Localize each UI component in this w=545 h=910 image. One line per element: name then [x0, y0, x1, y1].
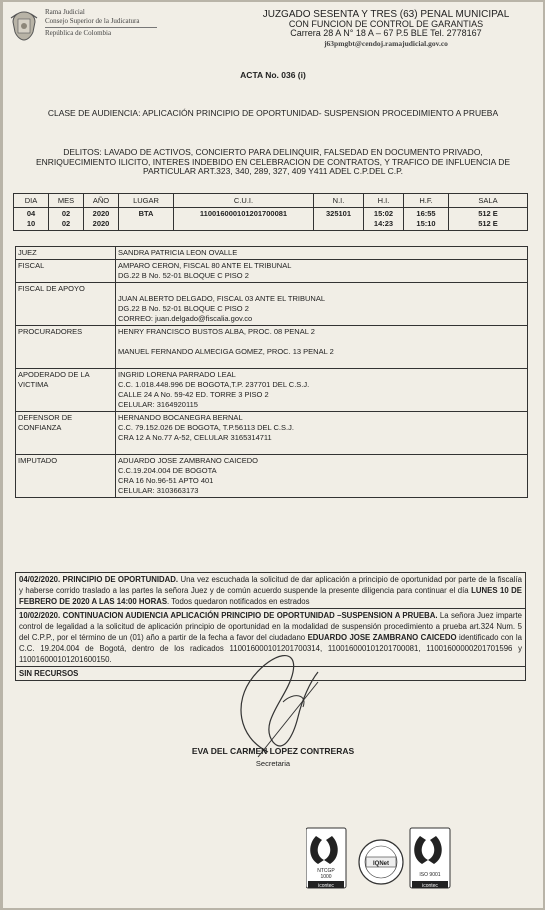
party-detail-line	[118, 357, 525, 367]
court-header	[241, 10, 531, 48]
institution-line-1: Rama Judicial	[45, 8, 85, 16]
coat-of-arms-icon	[9, 10, 39, 42]
party-role: DEFENSOR DE CONFIANZA	[16, 412, 116, 455]
party-details	[116, 260, 528, 283]
hearing-data-table	[13, 193, 528, 231]
court-name: JUZGADO SESENTA Y TRES (63) PENAL MUNICIPAL	[262, 9, 510, 20]
document-page	[3, 2, 543, 908]
table-header-cell: SALA	[449, 194, 528, 208]
cert-label: ISO 9001	[419, 872, 441, 878]
note-date: 04/02/2020.	[19, 575, 61, 584]
party-role: PROCURADORES	[16, 326, 116, 369]
party-detail-line	[118, 443, 525, 453]
table-header-cell: N.I.	[314, 194, 364, 208]
table-cell-start-time: 15:02 14:23	[364, 208, 404, 231]
party-detail-line: JUAN ALBERTO DELGADO, FISCAL 03 ANTE EL TRIBUNAL	[118, 294, 326, 303]
signatory-role: Secretaria	[255, 759, 291, 768]
party-detail-line: C.C. 1.018.448.996 DE BOGOTA,T.P. 237701 DEL C.S.J.	[118, 380, 310, 389]
party-detail-line: HERNANDO BOCANEGRA BERNAL	[118, 413, 243, 422]
party-detail-line	[118, 337, 525, 347]
institution-line-3: República de Colombia	[45, 29, 112, 37]
party-detail-line: C.C. 79.152.026 DE BOGOTA, T.P.56113 DEL C.S.J.	[118, 423, 294, 432]
note-title: 10/02/2020. CONTINUACION AUDIENCIA APLICACIÓN PRINCIPIO DE OPORTUNIDAD –SUSPENSION A PRUEBA.	[19, 611, 438, 620]
table-header-row	[14, 194, 528, 208]
party-details	[116, 247, 528, 260]
table-cell-cui: 110016000101201700081	[174, 208, 314, 231]
party-details	[116, 455, 528, 498]
iso-certificate-icon	[410, 828, 450, 889]
ntcgp-certificate-icon	[306, 828, 346, 889]
court-address: Carrera 28 A N° 18 A – 67 P.5 BLE Tel. 2778167	[290, 28, 482, 38]
note-first-session	[16, 573, 525, 609]
table-cell-ni: 325101	[314, 208, 364, 231]
institution-line-2: Consejo Superior de la Judicatura	[45, 17, 140, 25]
table-cell-year: 2020 2020	[84, 208, 119, 231]
table-header-cell: DIA	[14, 194, 49, 208]
note-text: La señora Juez imparte control de legalidad a la solicitud de aplicación principio de oportunidad en la modalidad de suspensión procedimiento a prueba art.324 Num. 5 del C.P.P., por el término de un (01) año a partir de la fecha a favor del ciudadano	[19, 611, 522, 642]
table-cell-month: 02 02	[49, 208, 84, 231]
party-details	[116, 283, 528, 326]
party-detail-line: CELULAR: 3164920115	[118, 400, 198, 409]
signature-block	[3, 746, 543, 768]
note-next-date: LUNES 10 DE FEBRERO DE 2020 A LAS 14:00 HORAS	[19, 586, 523, 606]
note-title: PRINCIPIO DE OPORTUNIDAD.	[62, 575, 179, 584]
table-header-cell: AÑO	[84, 194, 119, 208]
party-row	[16, 283, 528, 326]
party-role: JUEZ	[16, 247, 116, 260]
certification-logos	[306, 824, 456, 904]
crimes-list: DELITOS: LAVADO DE ACTIVOS, CONCIERTO PARA DELINQUIR, FALSEDAD EN DOCUMENTO PRIVADO, ENRIQUECIMIENTO ILICITO, INTERES INDEBIDO EN CELEBRACION DE CONTRATOS, Y TRAFICO DE INFLUENCIA DE PARTICULAR ART.323, 340, 289, 327, 409 Y411 ADEL C.P.DEL C.P.	[35, 147, 511, 176]
party-details	[116, 412, 528, 455]
cert-label: IQNet	[372, 861, 390, 867]
party-detail-line: CRA 16 No.96-51 APTO 401	[118, 476, 214, 485]
party-row	[16, 369, 528, 412]
iqnet-seal-icon	[359, 840, 403, 884]
table-cell-room: 512 E 512 E	[449, 208, 528, 231]
table-header-cell: H.I.	[364, 194, 404, 208]
party-row	[16, 260, 528, 283]
party-details	[116, 369, 528, 412]
party-detail-line: MANUEL FERNANDO ALMECIGA GOMEZ, PROC. 13 PENAL 2	[118, 347, 334, 356]
note-beneficiary: EDUARDO JOSE ZAMBRANO CAICEDO	[307, 633, 457, 642]
party-row	[16, 412, 528, 455]
table-header-cell: MES	[49, 194, 84, 208]
party-detail-line: AMPARO CERON, FISCAL 80 ANTE EL TRIBUNAL	[118, 261, 292, 270]
party-detail-line: ADUARDO JOSE ZAMBRANO CAICEDO	[118, 456, 259, 465]
party-role: FISCAL DE APOYO	[16, 283, 116, 326]
table-header-cell: H.F.	[404, 194, 449, 208]
party-detail-line: DG.22 B No. 52-01 BLOQUE C PISO 2	[118, 304, 249, 313]
party-row	[16, 326, 528, 369]
signatory-name: EVA DEL CARMEN LOPEZ CONTRERAS	[191, 746, 355, 756]
cert-label: 1000	[320, 874, 332, 880]
party-row	[16, 455, 528, 498]
party-detail-line: DG.22 B No. 52-01 BLOQUE C PISO 2	[118, 271, 249, 280]
party-detail-line: HENRY FRANCISCO BUSTOS ALBA, PROC. 08 PENAL 2	[118, 327, 315, 336]
party-detail-line: SANDRA PATRICIA LEON OVALLE	[118, 248, 238, 257]
cert-label: icontec	[422, 883, 438, 889]
handwritten-signature	[198, 642, 368, 762]
parties-table	[15, 246, 528, 498]
court-email: j63pmgbt@cendoj.ramajudicial.gov.co	[324, 38, 448, 48]
party-detail-line: CRA 12 A No.77 A-52, CELULAR 3165314711	[118, 433, 272, 442]
party-row	[16, 247, 528, 260]
party-detail-line	[118, 284, 525, 294]
party-detail-line: CELULAR: 3103663173	[118, 486, 199, 495]
party-role: FISCAL	[16, 260, 116, 283]
party-role: APODERADO DE LA VICTIMA	[16, 369, 116, 412]
note-text-end: . Todos quedaron notificados en estrados	[167, 597, 310, 606]
party-detail-line: INGRID LORENA PARRADO LEAL	[118, 370, 236, 379]
party-role: IMPUTADO	[16, 455, 116, 498]
table-cell-day: 04 10	[14, 208, 49, 231]
note-text: SIN RECURSOS	[19, 669, 79, 678]
hearing-class: CLASE DE AUDIENCIA: APLICACIÓN PRINCIPIO DE OPORTUNIDAD- SUSPENSION PROCEDIMIENTO A PRUEBA	[47, 108, 499, 118]
institution-divider	[45, 27, 157, 28]
table-cell-place: BTA	[119, 208, 174, 231]
court-function: CON FUNCION DE CONTROL DE GARANTIAS	[288, 18, 484, 29]
note-text: Una vez escuchada la solicitud de dar aplicación a principio de oportunidad por parte de la fiscalía y haberse corrido traslado a las partes la señora Juez y de común acuerdo suspende la presente diligencia para continuar el día	[19, 575, 523, 595]
note-text-end: identificado con la C.C. 19.204.004 de Bogotá, dentro de los radicados 110016000101201700314, 110016000101201700081, 11001600000201701596 y 110016000101201600150.	[19, 633, 522, 664]
table-header-cell: LUGAR	[119, 194, 174, 208]
party-detail-line: CALLE 24 A No. 59-42 ED. TORRE 3 PISO 2	[118, 390, 269, 399]
institution-block	[45, 8, 157, 38]
party-details	[116, 326, 528, 369]
cert-label: NTCGP	[317, 868, 335, 874]
table-row	[14, 208, 528, 231]
acta-number: ACTA No. 036 (i)	[240, 70, 306, 80]
table-cell-end-time: 16:55 15:10	[404, 208, 449, 231]
table-header-cell: C.U.I.	[174, 194, 314, 208]
cert-label: icontec	[318, 883, 334, 889]
party-detail-line: CORREO: juan.delgado@fiscalia.gov.co	[118, 314, 253, 323]
party-detail-line: C.C.19.204.004 DE BOGOTA	[118, 466, 217, 475]
